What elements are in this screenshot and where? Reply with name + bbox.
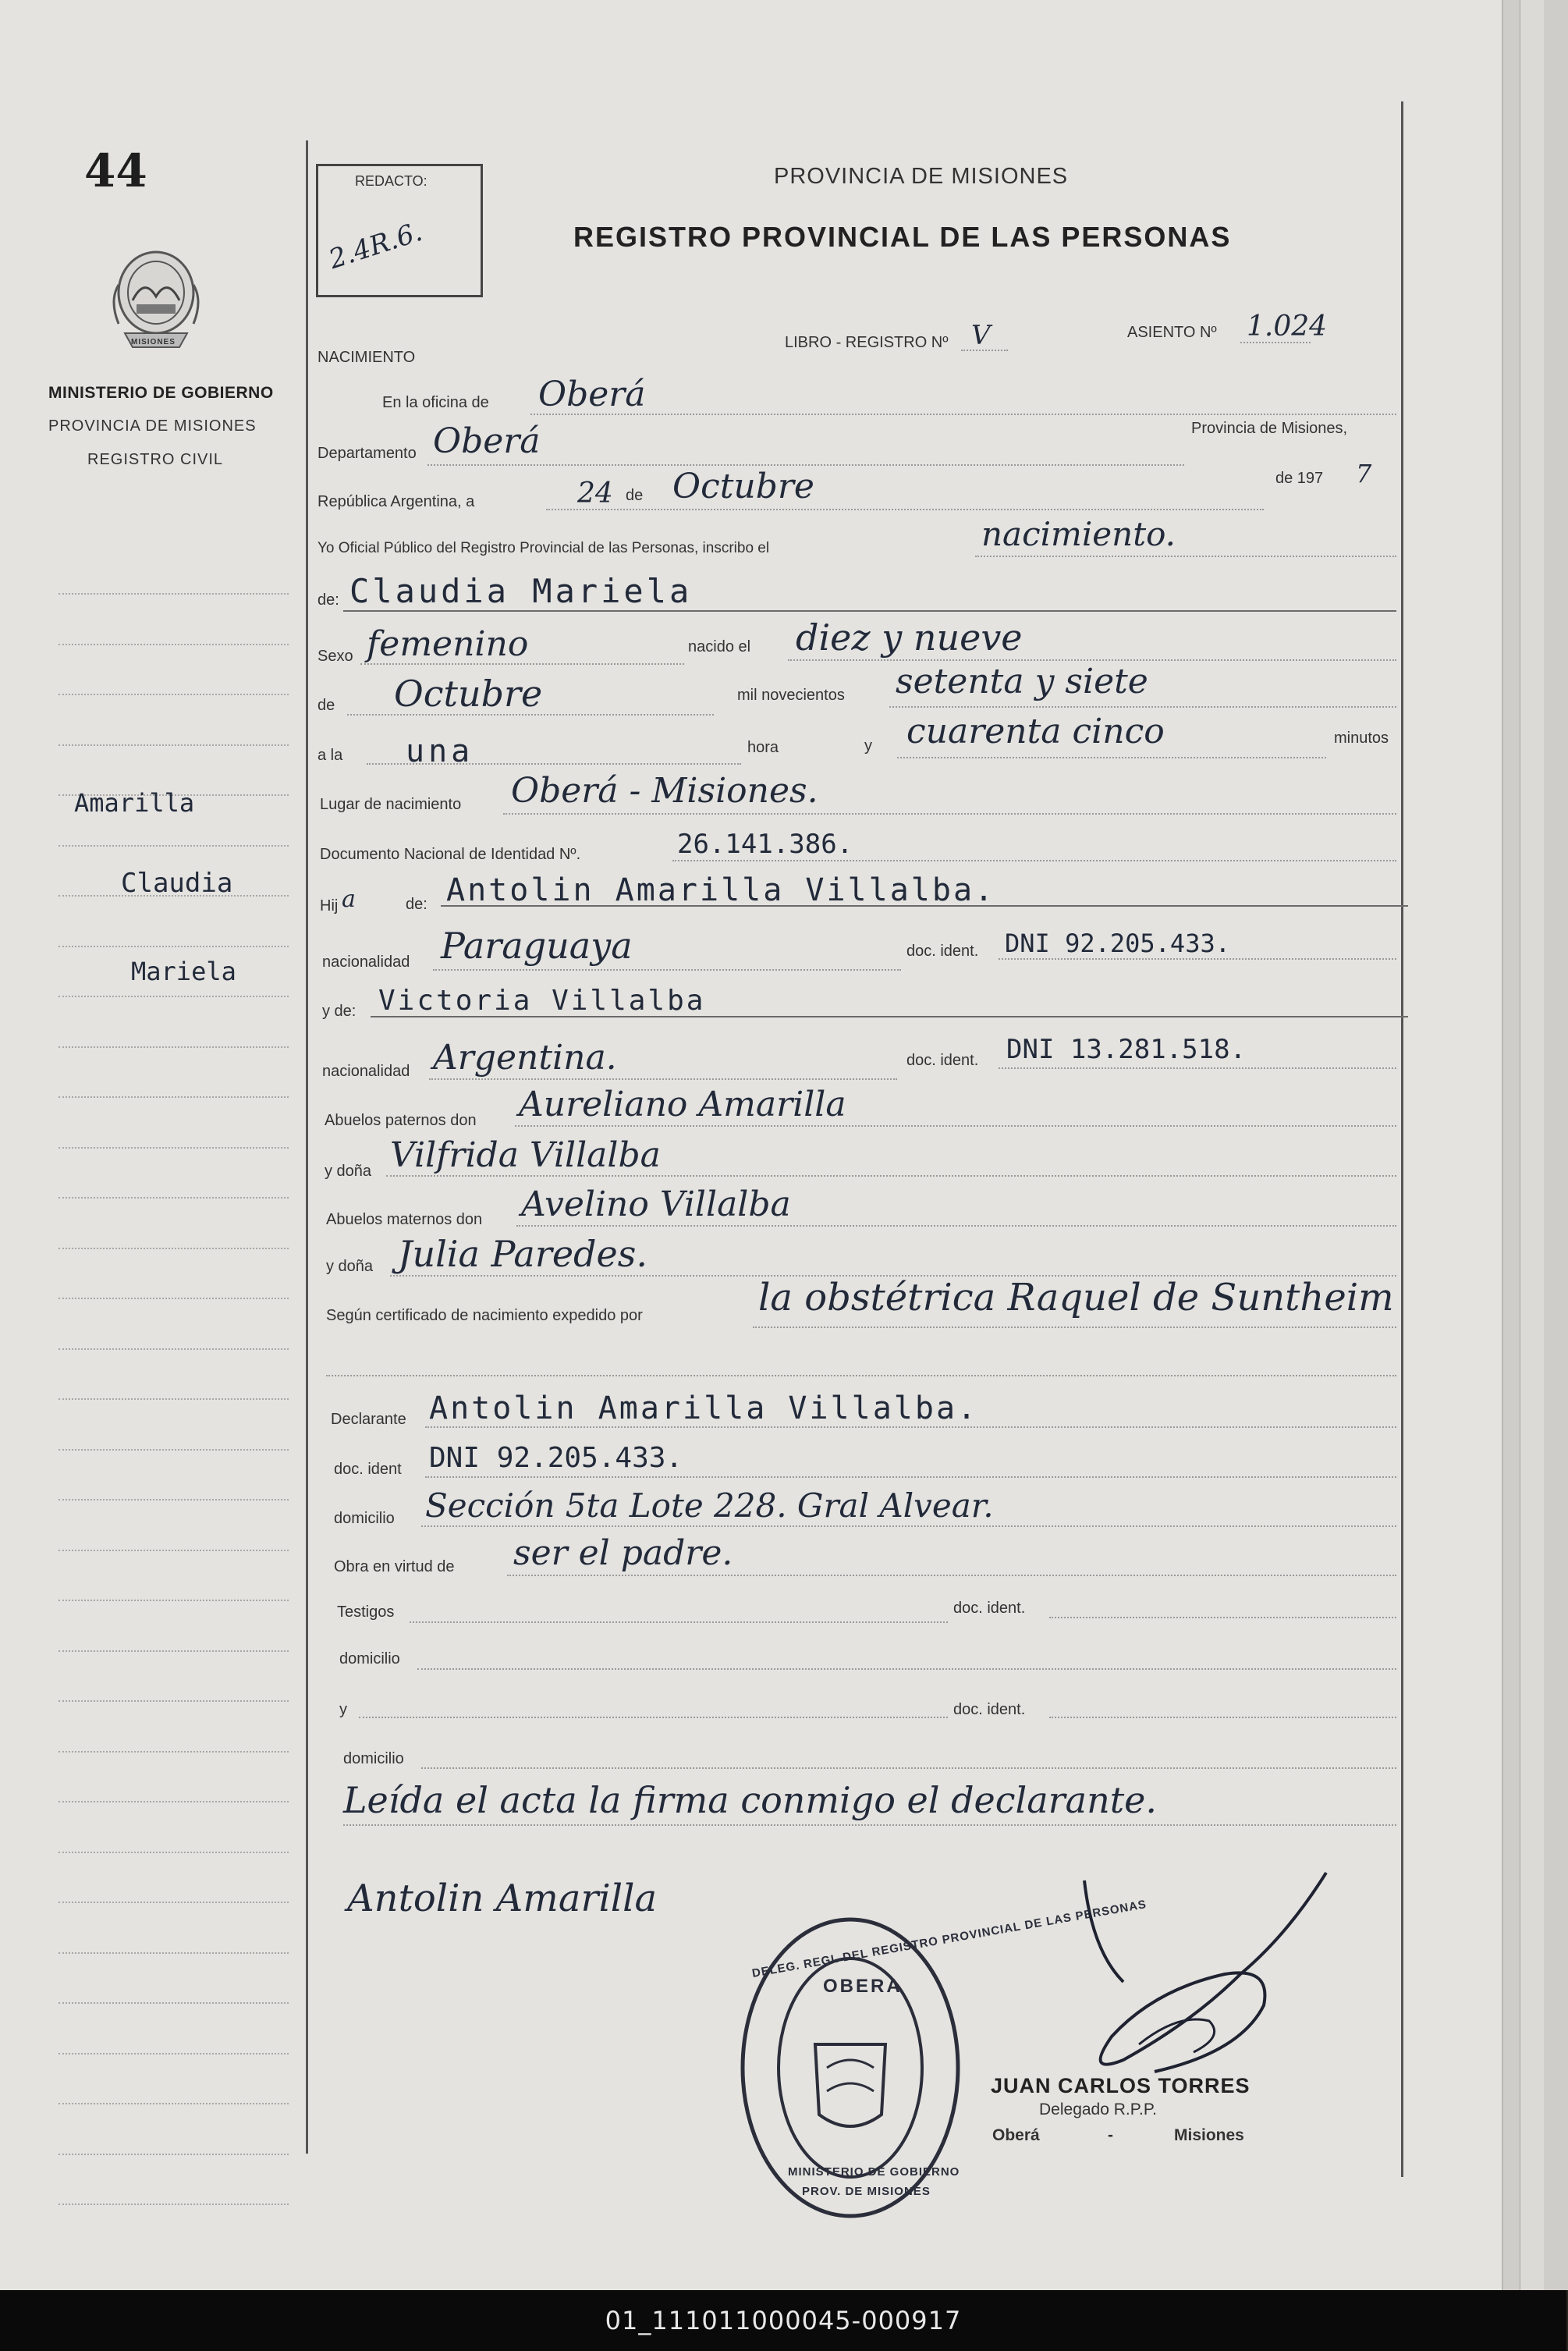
nombre-label: de: (318, 591, 339, 609)
yo-oficial-line (975, 556, 1396, 557)
margin-ruled-line (59, 2204, 289, 2205)
hora-label: hora (747, 739, 779, 756)
departamento-label: Departamento (318, 445, 417, 462)
margin-ruled-line (59, 1700, 289, 1702)
margin-ruled-line (59, 1096, 289, 1098)
margin-ruled-line (59, 1852, 289, 1853)
anio-label: de 197 (1275, 470, 1324, 487)
testigos-line (410, 1621, 948, 1623)
nac-madre-line (429, 1078, 897, 1080)
stamp-outer-text: DELEG. REGI. DEL REGISTRO PROVINCIAL DE LAS PERSONAS (750, 1898, 1148, 1980)
registry-name: REGISTRO CIVIL (87, 451, 224, 468)
certificado-line-2 (326, 1375, 1396, 1376)
record-type-label: NACIMIENTO (318, 349, 416, 366)
certificado-label: Según certificado de nacimiento expedido por (326, 1307, 643, 1324)
form-right-rule (1401, 101, 1403, 2177)
margin-ruled-line (59, 1751, 289, 1753)
sexo-line (360, 663, 684, 665)
domicilio3-label: domicilio (343, 1750, 404, 1767)
domicilio3-line (421, 1767, 1396, 1769)
margin-ruled-line (59, 1550, 289, 1551)
mes-label: de (318, 697, 335, 714)
margin-ruled-line (59, 1801, 289, 1802)
dona-pat-label: y doña (325, 1163, 372, 1180)
margin-ruled-line (59, 1298, 289, 1299)
stamp-inner-text: MINISTERIO DE GOBIERNO (788, 2165, 960, 2179)
oficina-label: En la oficina de (382, 394, 489, 411)
asiento-value: 1.024 (1247, 311, 1328, 343)
republica-label: República Argentina, a (318, 493, 475, 510)
madre-line (371, 1016, 1408, 1017)
margin-ruled-line (59, 845, 289, 847)
mes-value: Octubre (394, 673, 543, 715)
nacido-value: diez y nueve (796, 616, 1023, 659)
abuela-pat-value: Vilfrida Villalba (390, 1135, 661, 1175)
testigos-label: Testigos (337, 1603, 395, 1621)
hora-line (367, 763, 741, 765)
lugar-line (503, 813, 1396, 815)
domicilio2-label: domicilio (339, 1650, 400, 1667)
ala-label: a la (318, 747, 343, 764)
nac-padre-line (433, 969, 901, 971)
asiento-label: ASIENTO Nº (1127, 324, 1217, 341)
margin-ruled-line (59, 1902, 289, 1903)
dni-value: 26.141.386. (677, 829, 853, 860)
province-heading: PROVINCIA DE MISIONES (774, 164, 1069, 189)
fecha-mes-value: Octubre (672, 467, 814, 506)
margin-ruled-line (59, 996, 289, 997)
margin-ruled-line (59, 2154, 289, 2155)
certificado-value: la obstétrica Raquel de Suntheim (758, 1276, 1394, 1319)
official-title: Delegado R.P.P. (1039, 2101, 1158, 2118)
doc-decl-label: doc. ident (334, 1461, 402, 1478)
stamp-city: OBERA (823, 1976, 903, 1997)
hora-value: una (406, 733, 474, 769)
nacido-label: nacido el (688, 638, 751, 655)
madre-label: y de: (322, 1003, 357, 1020)
margin-note-first-name: Claudia (121, 868, 233, 899)
nac-madre-label: nacionalidad (322, 1063, 410, 1080)
fecha-dia-value: 24 (577, 478, 613, 510)
dona-mat-label: y doña (326, 1258, 374, 1275)
mil-value: setenta y siete (896, 662, 1148, 701)
abuelo-pat-line (515, 1125, 1396, 1127)
y2-doc-line (1049, 1717, 1396, 1718)
mil-label: mil novecientos (737, 687, 845, 704)
minutos-label: minutos (1334, 730, 1389, 747)
lugar-value: Oberá - Misiones. (511, 771, 818, 811)
doc-decl-value: DNI 92.205.433. (429, 1442, 683, 1474)
leida-statement: Leída el acta la firma conmigo el declarante. (343, 1779, 1158, 1821)
padre-line (441, 905, 1408, 907)
declarante-label: Declarante (331, 1411, 406, 1428)
ministry-name: MINISTERIO DE GOBIERNO (48, 384, 274, 402)
nombre-line (343, 610, 1396, 612)
margin-ruled-line (59, 1398, 289, 1400)
obra-label: Obra en virtud de (334, 1558, 455, 1575)
abuelo-mat-value: Avelino Villalba (521, 1184, 791, 1224)
dni-label: Documento Nacional de Identidad Nº. (320, 846, 581, 863)
margin-note-surname: Amarilla (74, 788, 195, 818)
hija-de-label: de: (406, 896, 427, 913)
sexo-value: femenino (367, 624, 529, 664)
y-label: y (864, 737, 872, 755)
y2-label: y (339, 1701, 347, 1718)
yo-oficial-value: nacimiento. (981, 515, 1176, 553)
nac-padre-label: nacionalidad (322, 954, 410, 971)
official-dash: - (1108, 2126, 1113, 2144)
padre-value: Antolin Amarilla Villalba. (446, 872, 996, 908)
page-number: 44 (84, 144, 147, 197)
libro-line (961, 350, 1008, 351)
redacto-label: REDACTO: (355, 173, 427, 189)
margin-ruled-line (59, 1248, 289, 1249)
asiento-line (1240, 342, 1311, 343)
hija-suffix: a (342, 886, 356, 913)
y2-line (359, 1717, 948, 1718)
sexo-label: Sexo (318, 648, 353, 665)
oficina-line (530, 414, 1396, 415)
margin-ruled-line (59, 1197, 289, 1199)
doc-padre-value: DNI 92.205.433. (1005, 929, 1230, 958)
margin-ruled-line (59, 2103, 289, 2104)
margin-note-middle-name: Mariela (131, 957, 236, 986)
oficina-value: Oberá (538, 375, 646, 414)
margin-ruled-line (59, 1499, 289, 1500)
nac-madre-value: Argentina. (433, 1038, 617, 1078)
departamento-value: Oberá (433, 421, 541, 461)
minutos-line (897, 757, 1326, 758)
seal-text: MISIONES (131, 338, 176, 346)
form-left-rule (306, 140, 308, 2154)
declarante-value: Antolin Amarilla Villalba. (429, 1390, 979, 1426)
libro-value: V (971, 320, 991, 351)
anio-value: 7 (1356, 459, 1372, 488)
testigos-doc-line (1049, 1617, 1396, 1618)
margin-ruled-line (59, 644, 289, 645)
page-edge-inner (1520, 0, 1544, 2290)
abuelos-pat-label: Abuelos paternos don (325, 1112, 477, 1129)
doc-madre-line (999, 1067, 1396, 1069)
hija-label: Hij (320, 897, 339, 914)
fecha-line (546, 509, 1264, 510)
doc-padre-label: doc. ident. (906, 943, 979, 960)
libro-label: LIBRO - REGISTRO Nº (785, 334, 949, 351)
abuela-pat-line (386, 1175, 1396, 1177)
margin-ruled-line (59, 1600, 289, 1601)
abuelo-pat-value: Aureliano Amarilla (519, 1085, 846, 1124)
fecha-de-label: de (626, 487, 644, 504)
nacido-line (788, 659, 1396, 661)
testigos-doc-label: doc. ident. (953, 1600, 1026, 1617)
margin-ruled-line (59, 593, 289, 595)
declarante-signature: Antolin Amarilla (347, 1877, 658, 1920)
margin-ruled-line (59, 1147, 289, 1149)
margin-ruled-line (59, 744, 289, 746)
doc-decl-line (425, 1476, 1396, 1478)
minutos-value: cuarenta cinco (906, 712, 1165, 751)
official-city: Oberá (992, 2126, 1040, 2144)
official-signature (1038, 1857, 1350, 2111)
obra-value: ser el padre. (513, 1533, 733, 1573)
domicilio2-line (417, 1668, 1396, 1670)
abuelos-mat-label: Abuelos maternos don (326, 1211, 483, 1228)
margin-ruled-line (59, 694, 289, 695)
margin-ruled-line (59, 1449, 289, 1451)
abuelo-mat-line (516, 1225, 1396, 1227)
margin-ruled-line (59, 2053, 289, 2054)
lugar-label: Lugar de nacimiento (320, 796, 462, 813)
domicilio-label: domicilio (334, 1510, 395, 1527)
redacto-value: 2.4R.6. (325, 215, 427, 276)
yo-oficial-label: Yo Oficial Público del Registro Provincial de las Personas, inscribo el (318, 540, 770, 556)
domicilio-line (421, 1525, 1396, 1527)
mil-line (889, 706, 1396, 708)
dni-line (672, 860, 1396, 861)
leida-line (343, 1824, 1396, 1826)
mes-line (347, 714, 714, 716)
document-id: 01_111011000045-000917 (605, 2306, 962, 2335)
declarante-line (425, 1426, 1396, 1428)
stamp-bottom-text: PROV. DE MISIONES (802, 2185, 931, 2198)
provincia-label: Provincia de Misiones, (1191, 420, 1348, 437)
margin-ruled-line (59, 1650, 289, 1652)
nac-padre-value: Paraguaya (441, 925, 633, 967)
y2-doc-label: doc. ident. (953, 1701, 1026, 1718)
province-name: PROVINCIA DE MISIONES (48, 417, 257, 435)
madre-value: Victoria Villalba (378, 985, 706, 1017)
doc-padre-line (999, 958, 1396, 960)
obra-line (507, 1575, 1396, 1576)
registry-title: REGISTRO PROVINCIAL DE LAS PERSONAS (573, 221, 1232, 253)
official-name: JUAN CARLOS TORRES (991, 2074, 1250, 2097)
nombre-value: Claudia Mariela (349, 572, 693, 610)
doc-madre-value: DNI 13.281.518. (1006, 1034, 1247, 1065)
abuela-mat-value: Julia Paredes. (398, 1233, 647, 1275)
margin-ruled-line (59, 1348, 289, 1350)
doc-madre-label: doc. ident. (906, 1052, 979, 1069)
government-seal-icon (101, 238, 211, 375)
margin-ruled-line (59, 2002, 289, 2004)
departamento-line (427, 464, 1184, 466)
margin-ruled-line (59, 1046, 289, 1048)
margin-ruled-line (59, 1952, 289, 1954)
certificado-line (753, 1326, 1396, 1328)
official-province: Misiones (1174, 2126, 1244, 2144)
domicilio-value: Sección 5ta Lote 228. Gral Alvear. (425, 1486, 994, 1525)
margin-ruled-line (59, 946, 289, 947)
